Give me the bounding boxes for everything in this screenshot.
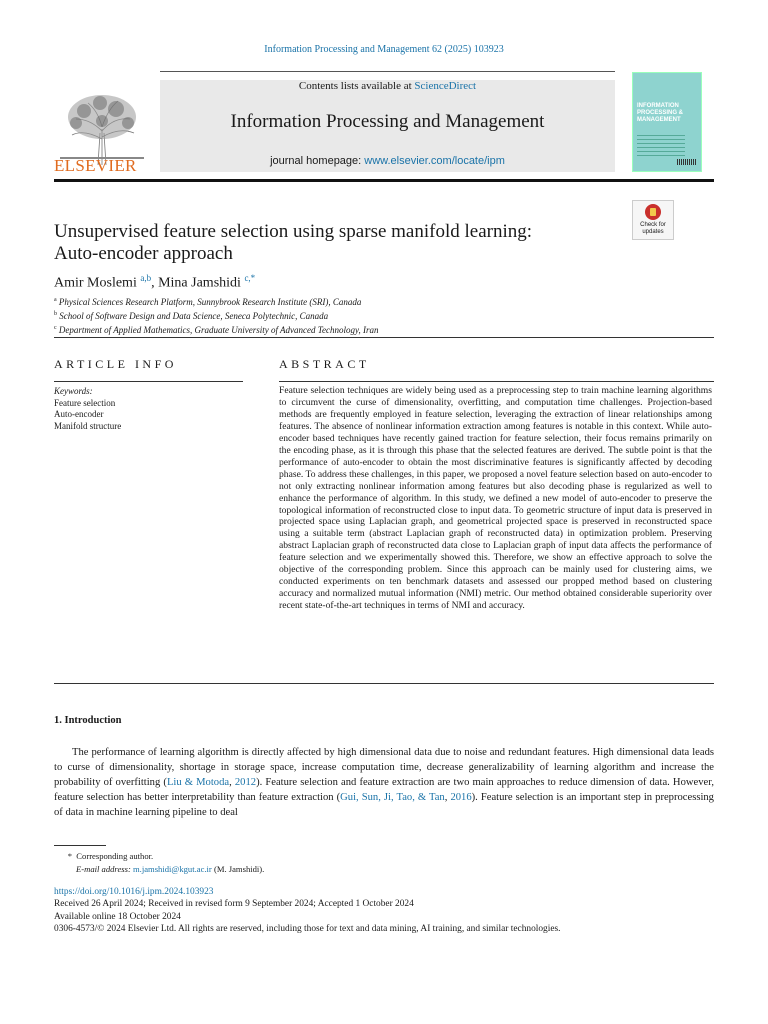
abstract-bottom-rule	[54, 683, 714, 684]
author-name[interactable]: Mina Jamshidi	[158, 275, 241, 291]
intro-text-segment: ,	[229, 777, 235, 788]
elsevier-wordmark: ELSEVIER	[54, 156, 137, 175]
contents-prefix: Contents lists available at	[298, 80, 415, 92]
sciencedirect-link[interactable]: ScienceDirect	[414, 80, 477, 92]
keywords-block	[54, 386, 121, 432]
email-note	[54, 863, 264, 876]
check-updates-icon	[645, 204, 661, 220]
affiliation-text: Department of Applied Mathematics, Graduate University of Advanced Technology, Iran	[58, 325, 379, 335]
footnote-star: *	[67, 851, 72, 861]
paper-title	[54, 221, 614, 265]
citation-link[interactable]: Gui, Sun, Ji, Tao, & Tan	[340, 792, 445, 803]
intro-text-segment: ). Feature selection is an important step in preprocessing of data in machine learning pipeline to deal	[54, 792, 714, 818]
abstract-rule	[279, 381, 714, 382]
abstract-text: Feature selection techniques are widely being used as a preprocessing step to train machine learning algorithms to circumvent the curse of dimensionality, overfitting, and computation time challenges. Projection-based methods are frequently employed in feature selection, leveraging the extraction of linear relationships among features. The absence of nonlinear information extraction among features is notable in this context. While auto-encoder based techniques have recently gained traction for feature selection, their focus remains primarily on the encoding phase, as it is through this phase that the selected features are derived. The subtle point is that the performance of auto-encoder to obtain the most discriminative features is significantly affected by decoding phase. To address these challenges, in this paper, we proposed a novel feature selection based on auto-encoder to not only extracting nonlinear information among features but also decoding phase is regularized as well to enhance the performance of algorithm. In this study, we defined a new model of auto-encoder to preserve the topological information of reconstructed close to input data. To geometric structure of input data is preserved in projected space using Laplacian graph, and geometrical projected space is preserved in reconstructed space using a suitable term (abstract Laplacian graph of reconstructed data) in optimization problem. Preserving abstract Laplacian graph of reconstructed data close to Laplacian graph of input data affects the performance of feature selection and we experimentally showed this. Therefore, we show an effective approach to solve the objective of the corresponding problem. Since this approach can be mainly used for clustering aims, we conducted experiments on ten benchmark datasets and assessed our propped method based on clustering accuracy and normalized mutual information (NMI) metric. Our method obtained considerable superiority over recent state-of-the-art techniques in terms of NMI and accuracy.	[279, 385, 712, 612]
intro-text-segment: ,	[444, 792, 451, 803]
affiliation-item	[54, 322, 378, 336]
publication-info	[54, 886, 561, 936]
email-owner: (M. Jamshidi).	[213, 863, 265, 874]
affiliation-item	[54, 294, 378, 308]
author-affiliation-marks[interactable]: a,b	[140, 273, 152, 283]
copyright-notice: 0306-4573/© 2024 Elsevier Ltd. All rights are reserved, including those for text and data mining, AI training, and similar technologies.	[54, 924, 561, 935]
affiliation-mark: b	[54, 311, 57, 317]
introduction-heading: 1. Introduction	[54, 715, 122, 726]
footnote-rule	[54, 845, 106, 846]
available-online: Available online 18 October 2024	[54, 911, 181, 922]
journal-citation-link[interactable]: Information Processing and Management 62 (2025) 103923	[264, 44, 504, 55]
paper-title-line1: Unsupervised feature selection using sparse manifold learning:	[54, 221, 533, 242]
author-list: Amir Moslemi $^{a,b}$, Mina Jamshidi $^{c,*}$	[54, 273, 256, 291]
affiliation-text: Physical Sciences Research Platform, Sunnybrook Research Institute (SRI), Canada	[58, 297, 362, 307]
journal-cover-thumbnail[interactable]	[632, 72, 702, 172]
email-label: E-mail address:	[76, 863, 131, 874]
section-rule	[54, 337, 714, 338]
citation-year-link[interactable]: 2012	[234, 777, 257, 788]
corresponding-author-note	[54, 850, 264, 863]
keyword-item: Feature selection	[54, 397, 116, 408]
abstract-heading: ABSTRACT	[279, 357, 370, 371]
keyword-item: Manifold structure	[54, 420, 122, 431]
cover-title: INFORMATION PROCESSING & MANAGEMENT	[637, 103, 684, 123]
keywords-label: Keywords:	[54, 386, 93, 396]
intro-text-segment: ). Feature selection and feature extraction are two main approaches to reduce dimension of data. However, feature selection has better interpretability than feature extraction (	[54, 777, 714, 803]
citation-link[interactable]: Liu & Motoda	[166, 777, 230, 788]
barcode-icon	[677, 159, 697, 165]
cover-lines	[637, 135, 685, 159]
affiliation-mark: a	[54, 297, 57, 303]
article-info-rule	[54, 381, 243, 382]
corresponding-author-text: Corresponding author.	[76, 851, 154, 861]
paper-title-line2: Auto-encoder approach	[54, 243, 233, 264]
homepage-prefix: journal homepage:	[270, 155, 365, 167]
footnotes	[54, 850, 264, 875]
affiliation-list	[54, 294, 378, 336]
citation-year-link[interactable]: 2016	[450, 792, 472, 803]
email-link[interactable]: m.jamshidi@kgut.ac.ir	[132, 863, 212, 874]
contents-line	[160, 80, 615, 92]
journal-title: Information Processing and Management	[230, 111, 545, 132]
journal-homepage-link[interactable]: www.elsevier.com/locate/ipm	[364, 155, 505, 167]
article-info-heading: ARTICLE INFO	[54, 357, 177, 371]
header-thick-rule	[54, 179, 714, 182]
received-dates: Received 26 April 2024; Received in revised form 9 September 2024; Accepted 1 October 2024	[54, 899, 414, 910]
author-name[interactable]: Amir Moslemi	[54, 275, 137, 291]
homepage-line	[160, 155, 615, 167]
introduction-paragraph	[54, 745, 714, 820]
affiliation-item	[54, 308, 378, 322]
author-affiliation-marks[interactable]: c,*	[244, 273, 256, 283]
affiliation-mark: c	[54, 325, 57, 331]
intro-text-segment: The performance of learning algorithm is directly affected by high dimensional data due to noise and redundant features. High dimensional data leads to curse of dimensionality, shortage in storage space, increase computation time, decrease generalizability of learning algorithm and increase the probability of overfitting (	[54, 747, 714, 788]
keyword-item: Auto-encoder	[54, 409, 104, 420]
doi-link[interactable]: https://doi.org/10.1016/j.ipm.2024.103923	[54, 887, 214, 897]
affiliation-text: School of Software Design and Data Science, Seneca Polytechnic, Canada	[59, 311, 329, 321]
check-updates-label: Check for updates	[640, 222, 666, 235]
header-rule	[160, 71, 615, 72]
check-for-updates-button[interactable]	[632, 200, 674, 240]
